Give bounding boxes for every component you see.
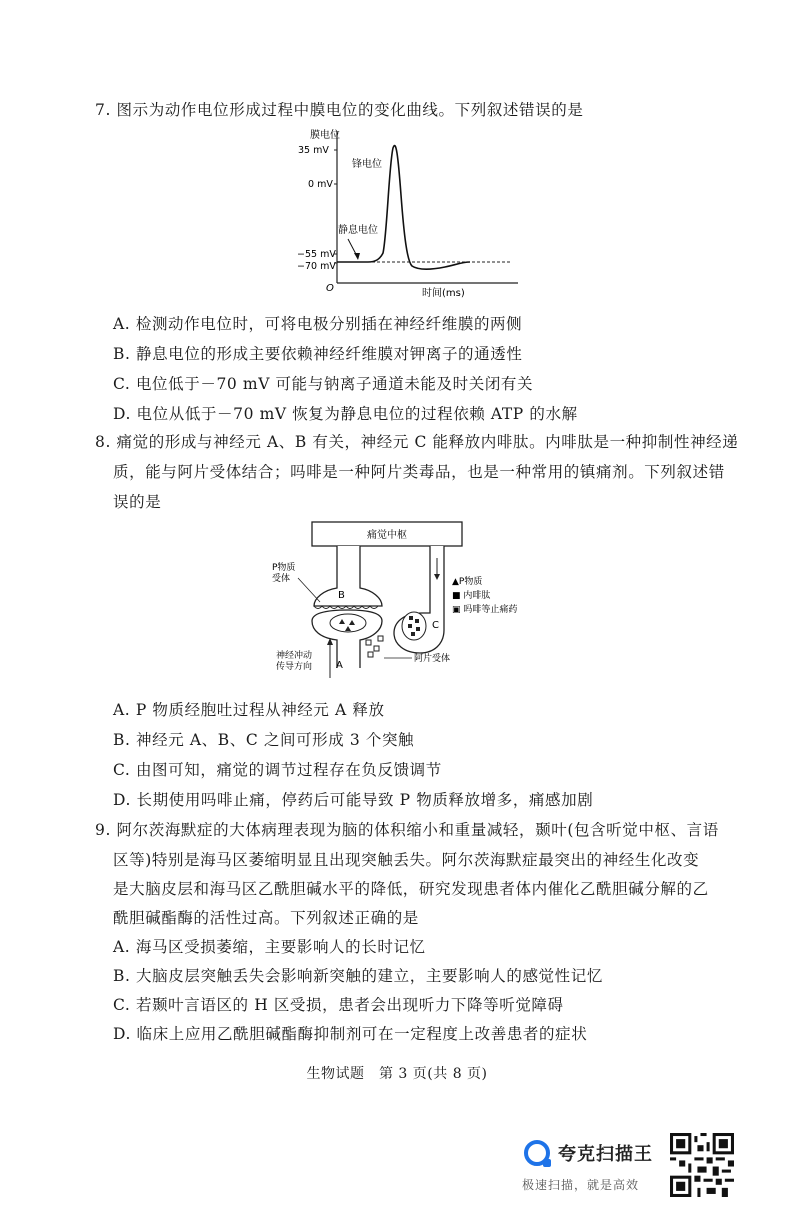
- q9-stem-line-2: 区等)特别是海马区萎缩明显且出现突触丢失。阿尔茨海默症最突出的神经生化改变: [113, 851, 700, 869]
- q9-option-d: D. 临床上应用乙酰胆碱酯酶抑制剂可在一定程度上改善患者的症状: [113, 1025, 588, 1043]
- q7-option-c: C. 电位低于－70 mV 可能与钠离子通道未能及时关闭有关: [113, 375, 534, 393]
- q9-option-b: B. 大脑皮层突触丢失会影响新突触的建立，主要影响人的感觉性记忆: [113, 967, 603, 985]
- scanner-logo-icon: [524, 1140, 550, 1166]
- q7-origin: O: [326, 283, 334, 294]
- q8-stem-line-3: 误的是: [113, 493, 162, 511]
- q9-stem-line-1: 9. 阿尔茨海默症的大体病理表现为脑的体积缩小和重量减轻，颞叶(包含听觉中枢、言语: [95, 821, 719, 839]
- q8-option-d: D. 长期使用吗啡止痛，停药后可能导致 P 物质释放增多，痛感加剧: [113, 791, 594, 809]
- q9-stem-line-4: 酰胆碱酯酶的活性过高。下列叙述正确的是: [113, 909, 419, 927]
- q9-option-a: A. 海马区受损萎缩，主要影响人的长时记忆: [113, 938, 426, 956]
- q8-neuron-c: C: [432, 620, 439, 631]
- q9-option-c: C. 若颞叶言语区的 H 区受损，患者会出现听力下降等听觉障碍: [113, 996, 564, 1014]
- q8-legend-morphine: ▣ 吗啡等止痛药: [452, 605, 518, 615]
- q7-tick-0: 0 mV: [308, 179, 333, 190]
- q8-legend-endorphin: ■ 内啡肽: [452, 591, 491, 601]
- watermark-title: 夸克扫描王: [558, 1144, 653, 1165]
- page-footer: 生物试题 第 3 页(共 8 页): [306, 1066, 488, 1082]
- q8-stem-line-2: 质，能与阿片受体结合；吗啡是一种阿片类毒品，也是一种常用的镇痛剂。下列叙述错: [113, 463, 725, 481]
- q8-legend-p: ▲P物质: [452, 577, 483, 587]
- q8-impulse-label-2: 传导方向: [276, 662, 313, 672]
- q7-option-a: A. 检测动作电位时，可将电极分别插在神经纤维膜的两侧: [113, 315, 523, 333]
- q8-option-b: B. 神经元 A、B、C 之间可形成 3 个突触: [113, 731, 415, 749]
- q7-option-b: B. 静息电位的形成主要依赖神经纤维膜对钾离子的通透性: [113, 345, 523, 363]
- q7-x-axis-label: 时间(ms): [422, 288, 465, 299]
- q9-stem-line-3: 是大脑皮层和海马区乙酰胆碱水平的降低，研究发现患者体内催化乙酰胆碱分解的乙: [113, 880, 709, 898]
- q8-receptor-label-1: P物质: [272, 563, 296, 573]
- watermark-subtitle: 极速扫描，就是高效: [522, 1178, 640, 1192]
- q7-option-d: D. 电位从低于－70 mV 恢复为静息电位的过程依赖 ATP 的水解: [113, 405, 578, 423]
- q8-impulse-label-1: 神经冲动: [276, 651, 313, 661]
- q7-tick-m70: −70 mV: [297, 261, 336, 272]
- q8-pain-pathway-figure: [272, 518, 572, 683]
- qr-code-icon: [670, 1133, 734, 1197]
- q8-stem-line-1: 8. 痛觉的形成与神经元 A、B 有关，神经元 C 能释放内啡肽。内啡肽是一种抑制性神经递: [95, 433, 739, 451]
- q8-center-label: 痛觉中枢: [367, 530, 407, 541]
- q7-membrane-potential-figure: [290, 125, 550, 300]
- q8-opioid-receptor-label: 阿片受体: [414, 654, 451, 664]
- q7-tick-m55: −55 mV: [297, 249, 336, 260]
- q8-neuron-b: B: [338, 590, 345, 601]
- q8-receptor-label-2: 受体: [272, 574, 291, 584]
- q7-y-axis-label: 膜电位: [310, 130, 340, 141]
- q8-neuron-a: A: [336, 660, 343, 671]
- q7-tick-35: 35 mV: [298, 145, 329, 156]
- q8-option-a: A. P 物质经胞吐过程从神经元 A 释放: [113, 701, 385, 719]
- q7-rest-label: 静息电位: [338, 225, 378, 236]
- q7-stem: 7. 图示为动作电位形成过程中膜电位的变化曲线。下列叙述错误的是: [95, 101, 584, 119]
- q7-peak-label: 锋电位: [352, 159, 382, 170]
- q8-option-c: C. 由图可知，痛觉的调节过程存在负反馈调节: [113, 761, 442, 779]
